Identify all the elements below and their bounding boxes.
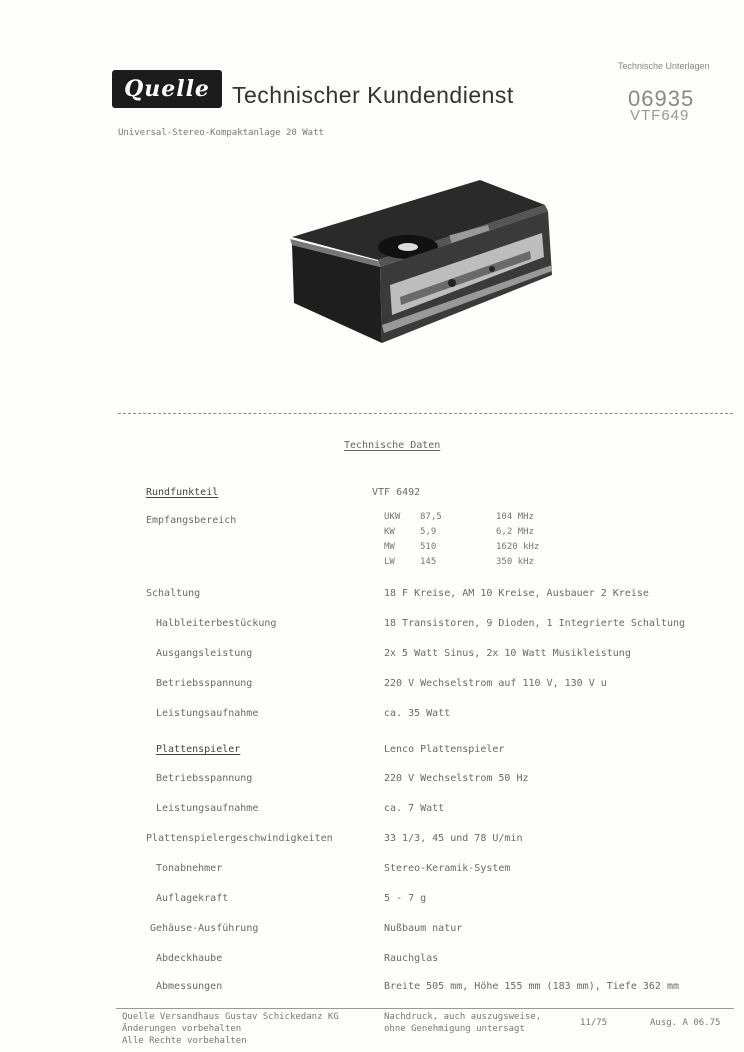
spec-label: Leistungsaufnahme xyxy=(156,803,259,814)
spec-label: Gehäuse-Ausführung xyxy=(150,923,259,934)
footer-rights: Alle Rechte vorbehalten xyxy=(122,1036,247,1046)
section-divider xyxy=(118,413,733,414)
spec-label: Plattenspielergeschwindigkeiten xyxy=(146,833,333,844)
footer-permission: ohne Genehmigung untersagt xyxy=(384,1024,525,1034)
footer-publisher: Quelle Versandhaus Gustav Schickedanz KG xyxy=(122,1012,339,1022)
band-name: MW xyxy=(384,542,395,552)
footer-edition: Ausg. A 06.75 xyxy=(650,1018,721,1028)
spec-label: Rundfunkteil xyxy=(146,487,219,498)
spec-value: Breite 505 mm, Höhe 155 mm (183 mm), Tiefe 362 mm xyxy=(384,981,680,992)
document-number: 06935 xyxy=(628,86,695,111)
section-title: Technische Daten xyxy=(344,440,441,451)
footer-rule xyxy=(116,1008,734,1009)
band-to: 104 MHz xyxy=(496,512,534,522)
footer-reprint: Nachdruck, auch auszugsweise, xyxy=(384,1012,542,1022)
product-photo xyxy=(280,175,560,360)
band-name: UKW xyxy=(384,512,401,522)
spec-label: Leistungsaufnahme xyxy=(156,708,259,719)
spec-label: Tonabnehmer xyxy=(156,863,223,874)
spec-label: Abdeckhaube xyxy=(156,953,223,964)
spec-value: 18 Transistoren, 9 Dioden, 1 Integrierte Schaltung xyxy=(384,618,686,629)
spec-value: 33 1/3, 45 und 78 U/min xyxy=(384,833,523,844)
spec-label: Auflagekraft xyxy=(156,893,229,904)
spec-value: VTF 6492 xyxy=(372,487,421,498)
spec-label: Betriebsspannung xyxy=(156,678,253,689)
band-name: LW xyxy=(384,557,395,567)
document-code: VTF649 xyxy=(630,107,690,124)
spec-label: Plattenspieler xyxy=(156,744,241,755)
spec-label: Empfangsbereich xyxy=(146,515,237,526)
spec-value: 220 V Wechselstrom 50 Hz xyxy=(384,773,529,784)
spec-value: 5 - 7 g xyxy=(384,893,427,904)
band-from: 87,5 xyxy=(420,512,442,522)
band-from: 5,9 xyxy=(420,527,437,537)
spec-value: 18 F Kreise, AM 10 Kreise, Ausbauer 2 Kreise xyxy=(384,588,649,599)
spec-value: ca. 7 Watt xyxy=(384,803,445,814)
spec-value: 2x 5 Watt Sinus, 2x 10 Watt Musikleistung xyxy=(384,648,631,659)
spec-value: Rauchglas xyxy=(384,953,439,964)
spec-value: 220 V Wechselstrom auf 110 V, 130 V u xyxy=(384,678,607,689)
spec-label: Schaltung xyxy=(146,588,201,599)
spec-value: Lenco Plattenspieler xyxy=(384,744,505,755)
quelle-logo: Quelle xyxy=(112,70,222,108)
footer-note: Änderungen vorbehalten xyxy=(122,1024,242,1034)
spec-value: Stereo-Keramik-System xyxy=(384,863,511,874)
band-name: KW xyxy=(384,527,395,537)
band-to: 1620 kHz xyxy=(496,542,540,552)
document-sub-label: Technische Unterlagen xyxy=(618,61,710,71)
spec-value: ca. 35 Watt xyxy=(384,708,451,719)
spec-label: Abmessungen xyxy=(156,981,223,992)
spec-label: Ausgangsleistung xyxy=(156,648,253,659)
document-title: Technischer Kundendienst xyxy=(232,82,514,108)
spec-value: Nußbaum natur xyxy=(384,923,463,934)
footer-date: 11/75 xyxy=(580,1018,608,1028)
product-description: Universal-Stereo-Kompaktanlage 20 Watt xyxy=(118,128,324,138)
spec-label: Halbleiterbestückung xyxy=(156,618,277,629)
band-from: 145 xyxy=(420,557,437,567)
spec-label: Betriebsspannung xyxy=(156,773,253,784)
band-from: 510 xyxy=(420,542,437,552)
band-to: 6,2 MHz xyxy=(496,527,534,537)
band-to: 350 kHz xyxy=(496,557,534,567)
